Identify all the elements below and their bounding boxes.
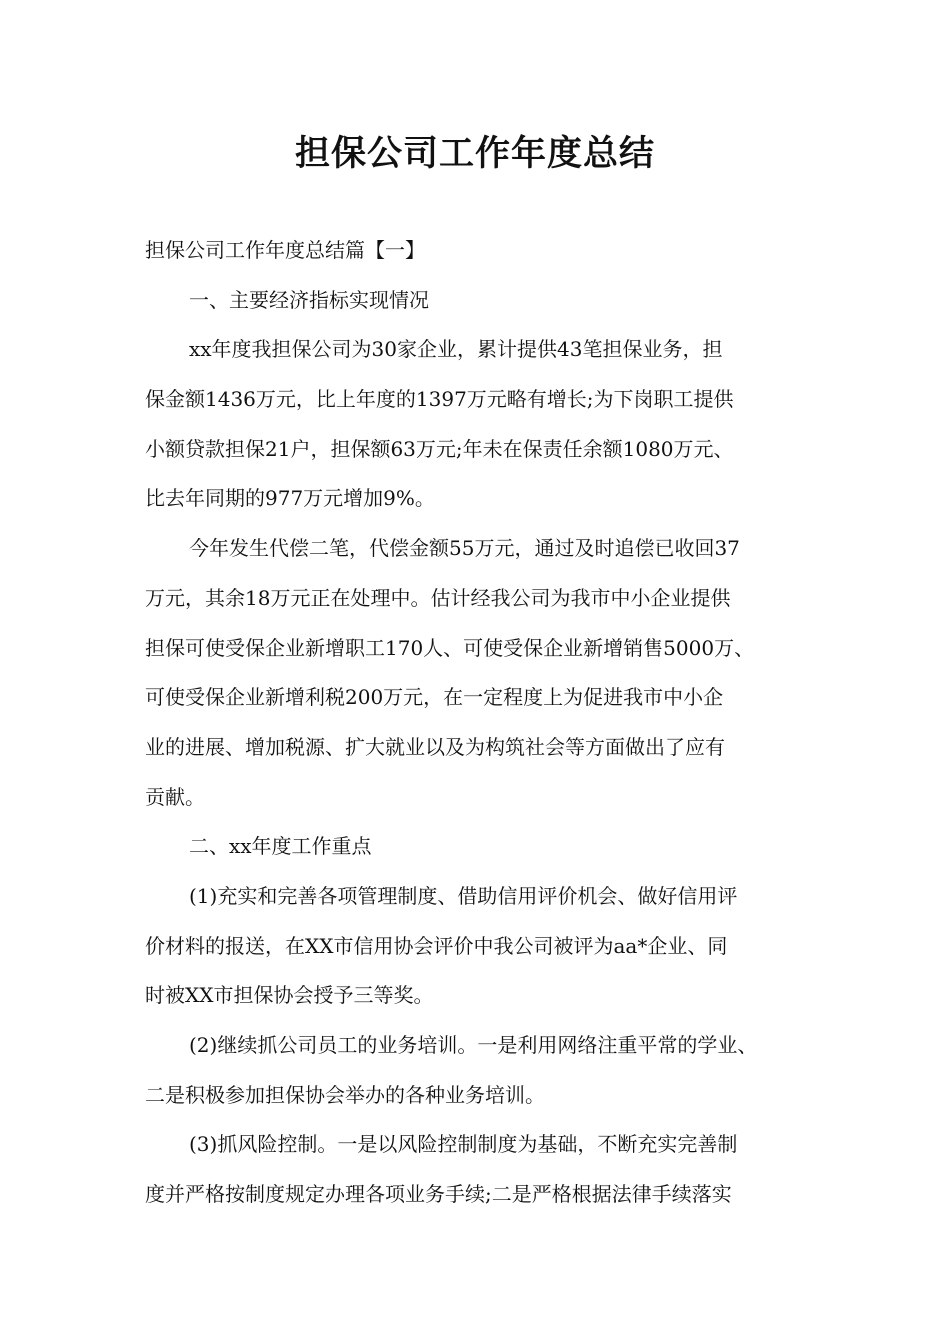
text-line: 时被XX市担保协会授予三等奖。 [145, 983, 434, 1008]
text-line: 小额贷款担保21户，担保额63万元;年未在保责任余额1080万元、 [145, 436, 734, 461]
text-line: 一、主要经济指标实现情况 [189, 287, 429, 312]
page-title: 担保公司工作年度总结 [294, 133, 655, 174]
text-line: 业的进展、增加税源、扩大就业以及为构筑社会等方面做出了应有 [145, 734, 725, 759]
text-line: 今年发生代偿二笔，代偿金额55万元，通过及时追偿已收回37 [189, 536, 740, 561]
document-body [145, 226, 825, 1220]
text-line: (1)充实和完善各项管理制度、借助信用评价机会、做好信用评 [189, 883, 738, 908]
text-line: 万元，其余18万元正在处理中。估计经我公司为我市中小企业提供 [145, 585, 731, 610]
text-line: 二是积极参加担保协会举办的各种业务培训。 [145, 1082, 545, 1107]
text-line: xx年度我担保公司为30家企业，累计提供43笔担保业务，担 [189, 337, 723, 362]
text-line: 担保可使受保企业新增职工170人、可使受保企业新增销售5000万、 [145, 635, 755, 660]
text-line: 可使受保企业新增利税200万元，在一定程度上为促进我市中小企 [145, 685, 724, 710]
text-line: 度并严格按制度规定办理各项业务手续;二是严格根据法律手续落实 [145, 1182, 732, 1207]
text-line: 二、xx年度工作重点 [189, 834, 372, 859]
text-line: 保金额1436万元，比上年度的1397万元略有增长;为下岗职工提供 [145, 387, 734, 412]
text-line: 担保公司工作年度总结篇【一】 [145, 238, 425, 262]
text-line: 比去年同期的977万元增加9%。 [145, 486, 435, 511]
text-line: 价材料的报送，在XX市信用协会评价中我公司被评为aa*企业、同 [145, 933, 728, 958]
text-line: 贡献。 [145, 784, 205, 809]
text-line: (2)继续抓公司员工的业务培训。一是利用网络注重平常的学业、 [189, 1033, 758, 1057]
text-line: (3)抓风险控制。一是以风险控制制度为基础，不断充实完善制 [189, 1132, 738, 1157]
